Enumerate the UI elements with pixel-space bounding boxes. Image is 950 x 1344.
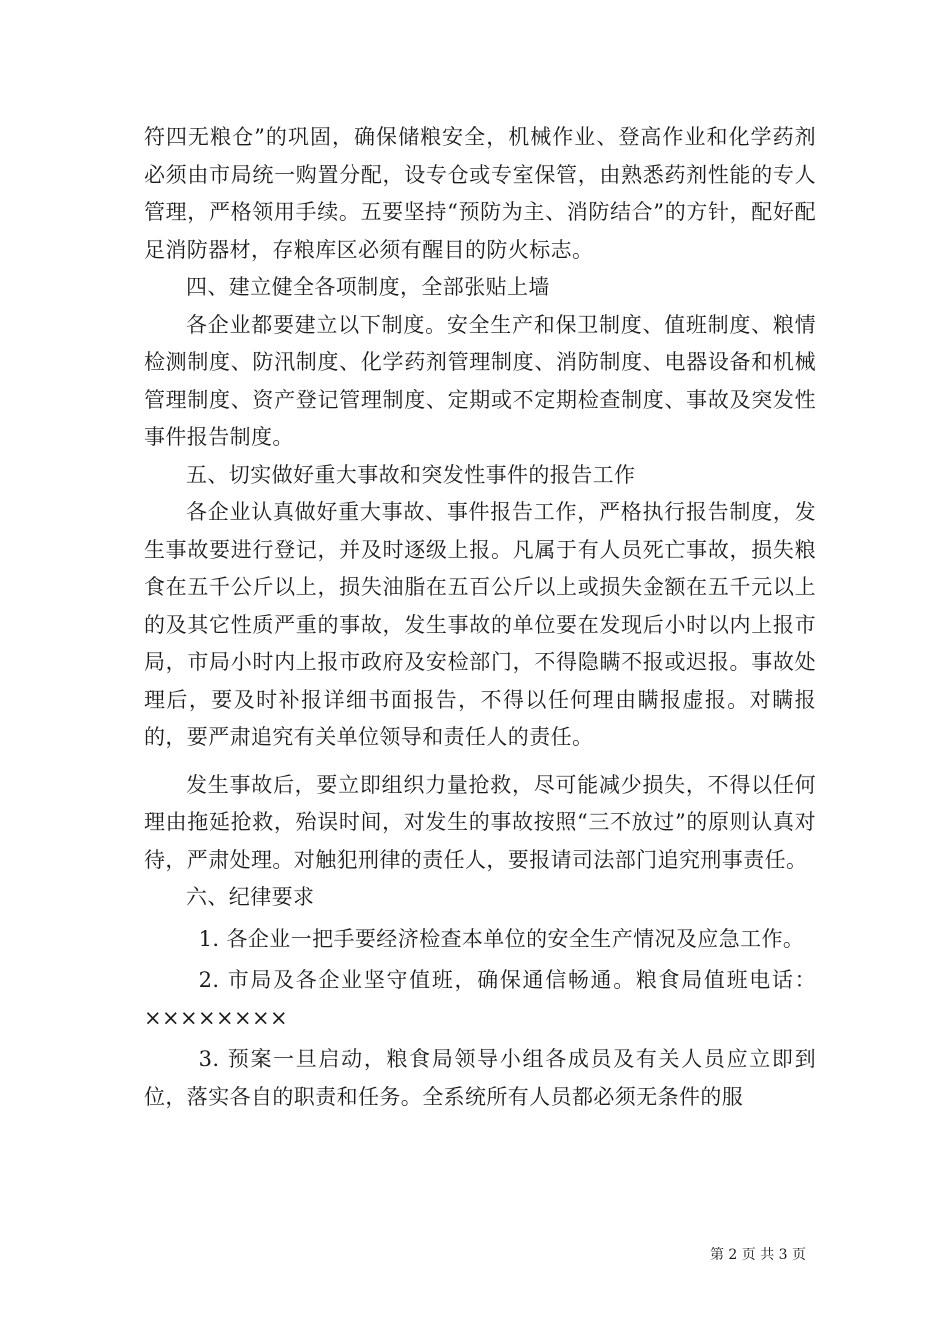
list-item-3: 3. 预案一旦启动，粮食局领导小组各成员及有关人员应立即到位，落实各自的职责和任务。全系统所有人员都必须无条件的服 [144,1047,816,1109]
page-number: 第 2 页 共 3 页 [709,1247,807,1263]
section-heading-5: 五、切实做好重大事故和突发性事件的报告工作 [186,462,636,487]
paragraph-gap [144,757,816,767]
list-item-1: 1. 各企业一把手要经济检查本单位的安全生产情况及应急工作。 [198,926,805,951]
paragraph-rescue: 发生事故后，要立即组织力量抢救，尽可能减少损失，不得以任何理由拖延抢救，殆误时间，对发生的事故按照“三不放过”的原则认真对待，严肃处理。对触犯刑律的责任人，要报请司法部门追究刑事责任。 [144,772,816,872]
paragraph-reporting: 各企业认真做好重大事故、事件报告工作，严格执行报告制度，发生事故要进行登记，并及时逐级上报。凡属于有人员死亡事故，损失粮食在五千公斤以上，损失油脂在五百公斤以上或损失金额在五千元以上的及其它性质严重的事故，发生事故的单位要在发现后小时以内上报市局，市局小时内上报市政府及安检部门，不得隐瞒不报或迟报。事故处理后，要及时补报详细书面报告，不得以任何理由瞒报虚报。对瞒报的，要严肃追究有关单位领导和责任人的责任。 [144,500,816,749]
page-footer [0,1244,950,1264]
section-heading-6: 六、纪律要求 [186,885,315,909]
document-body [144,119,816,1116]
section-heading-4: 四、建立健全各项制度，全部张贴上墙 [186,275,550,299]
list-item-2: 2. 市局及各企业坚守值班，确保通信畅通。粮食局值班电话：×××××××× [144,968,816,1030]
paragraph-continuation: 符四无粮仓”的巩固，确保储粮安全，机械作业、登高作业和化学药剂必须由市局统一购置分配，设专仓或专室保管，由熟悉药剂性能的专人管理，严格领用手续。五要坚持“预防为主、消防结合”的方针，配好配足消防器材，存粮库区必须有醒目的防火标志。 [144,125,816,262]
paragraph-regulations: 各企业都要建立以下制度。安全生产和保卫制度、值班制度、粮情检测制度、防汛制度、化学药剂管理制度、消防制度、电器设备和机械管理制度、资产登记管理制度、定期或不定期检查制度、事故及突发性事件报告制度。 [144,312,816,449]
